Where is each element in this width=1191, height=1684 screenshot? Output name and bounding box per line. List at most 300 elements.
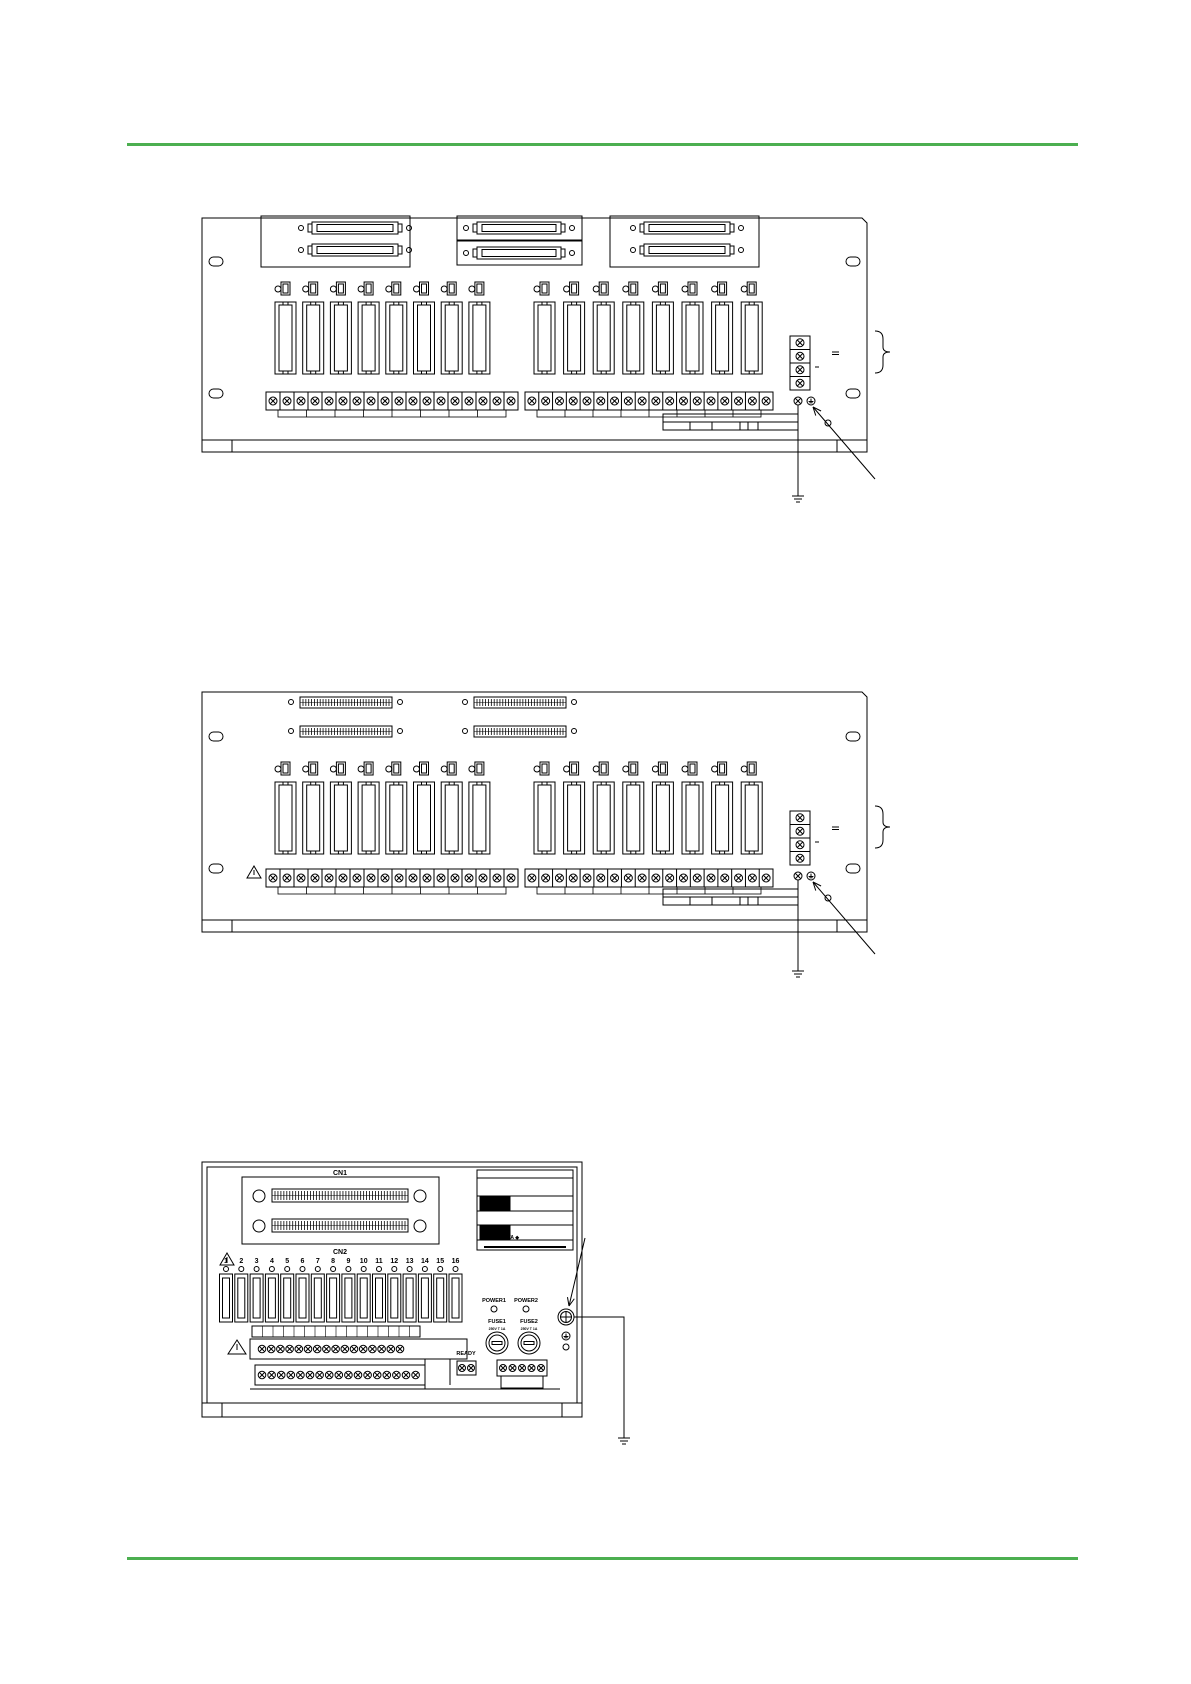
fuse-holder-icon (652, 782, 673, 854)
screw-terminal-icon (325, 397, 333, 405)
fuse-slot (741, 762, 762, 854)
indicator-led (593, 766, 599, 772)
terminal-strip (525, 869, 773, 894)
mounting-hole (463, 729, 468, 734)
channel-number: 12 (390, 1258, 399, 1265)
power-terminal-block (790, 811, 810, 865)
indicator-led (300, 1267, 305, 1272)
screw-terminal-icon (409, 874, 417, 882)
scsi-connector (299, 244, 412, 256)
fuse-slot (303, 762, 324, 854)
indicator-led (438, 1267, 443, 1272)
connector-plate-right (610, 216, 759, 267)
ribbon-connector (272, 1189, 408, 1202)
screw-terminal-icon (269, 397, 277, 405)
screw-terminal-icon (796, 352, 804, 360)
indicator-led (534, 286, 540, 292)
fuse-slot (623, 282, 644, 374)
nameplate-mark (480, 1196, 510, 1210)
screw-terminal-icon (286, 1345, 294, 1353)
indicator-led (377, 1267, 382, 1272)
connector-plate-center-top (457, 216, 582, 240)
screw-terminal-rows (250, 1326, 560, 1389)
screw-terminal-icon (393, 1371, 401, 1379)
fuse-slot (469, 762, 490, 854)
screw-terminal-icon (555, 874, 563, 882)
indicator-led (275, 286, 281, 292)
terminal-strip (266, 392, 518, 417)
indicator-led (392, 1267, 397, 1272)
screw-terminal-icon (528, 397, 536, 405)
terminal-strip (266, 869, 518, 894)
fuse-slot-row (275, 282, 762, 374)
mounting-hole (572, 700, 577, 705)
screw-terminal-icon (369, 1345, 377, 1353)
screw-terminal-icon (353, 397, 361, 405)
fuse-slot (712, 282, 733, 374)
screw-terminal-icon (381, 397, 389, 405)
fuse-slot (682, 762, 703, 854)
ribbon-connector (474, 726, 566, 737)
mounting-slot (209, 389, 223, 398)
ribbon-connector (300, 697, 392, 708)
mounting-hole (253, 1220, 265, 1232)
fuse-holder-icon (358, 782, 379, 854)
fuse-slot (330, 762, 351, 854)
screw-terminal-icon (597, 397, 605, 405)
screw-terminal-icon (325, 1371, 333, 1379)
fuse-slot (373, 1274, 386, 1322)
screw-terminal-icon (353, 874, 361, 882)
screw-terminal-icon (796, 814, 804, 822)
screw-terminal-icon (542, 397, 550, 405)
ribbon-connector (300, 726, 392, 737)
indicator-led (712, 286, 718, 292)
channel-number: 16 (451, 1258, 460, 1265)
fuse-holder-icon (296, 1274, 309, 1322)
channel-number: 15 (436, 1258, 445, 1265)
screw-terminal-icon (796, 827, 804, 835)
fuse-slot (418, 1274, 431, 1322)
fuse-holder-icon (623, 302, 644, 374)
fuse-holder-icon (534, 782, 555, 854)
screw-terminal-icon (367, 874, 375, 882)
channel-number: 13 (405, 1258, 414, 1265)
fuse-slot (652, 762, 673, 854)
fuse-holder-icon (534, 302, 555, 374)
indicator-led (682, 286, 688, 292)
indicator-led (358, 286, 364, 292)
screw-terminal-icon (277, 1371, 285, 1379)
fuse-holder-icon (434, 1274, 447, 1322)
fuse-slot (403, 1274, 416, 1322)
screw-terminal-icon (423, 397, 431, 405)
screw-terminal-icon (624, 874, 632, 882)
fuse-slot (388, 1274, 401, 1322)
screw-terminal-icon (437, 397, 445, 405)
screw-terminal-icon (509, 1365, 516, 1372)
screw-terminal-icon (359, 1345, 367, 1353)
fuse-slot (220, 1274, 233, 1322)
fuse-slot (469, 282, 490, 374)
indicator-led (303, 766, 309, 772)
screw-terminal-icon (341, 1345, 349, 1353)
protective-earth-icon (807, 872, 815, 880)
fuse-holder-icon (373, 1274, 386, 1322)
power1-label: POWER1 (482, 1298, 506, 1304)
mounting-hole (398, 700, 403, 705)
screw-terminal-icon (748, 397, 756, 405)
fuse-slot (275, 282, 296, 374)
screw-terminal-icon (283, 874, 291, 882)
screw-terminal-icon (796, 366, 804, 374)
fuse-holder-icon (652, 302, 673, 374)
fuse-slot (296, 1274, 309, 1322)
indicator-led (414, 286, 420, 292)
mounting-slot (209, 257, 223, 266)
fuse-slot (623, 762, 644, 854)
screw-terminal-icon (762, 874, 770, 882)
fuse-slot (358, 762, 379, 854)
screw-terminal-icon (693, 874, 701, 882)
screw-terminal-icon (679, 874, 687, 882)
brace (875, 331, 890, 373)
screw-terminal-icon (693, 397, 701, 405)
channel-number: 10 (359, 1258, 368, 1265)
mounting-hole (398, 729, 403, 734)
screw-terminal-icon (611, 874, 619, 882)
fuse-holder-icon (593, 782, 614, 854)
screw-terminal-icon (395, 397, 403, 405)
fuse-holder-icon (303, 782, 324, 854)
label-frame (663, 889, 798, 905)
screw-terminal-icon (666, 874, 674, 882)
screw-terminal-icon (451, 874, 459, 882)
unit-3-chassis (202, 1162, 582, 1417)
screw-terminal-icon (500, 1365, 507, 1372)
screw-terminal-icon (796, 854, 804, 862)
fuse-holder-icon (682, 302, 703, 374)
mounting-hole (463, 700, 468, 705)
fuse-holder-icon (564, 782, 585, 854)
ribbon-connector (474, 697, 566, 708)
fuse-slot (235, 1274, 248, 1322)
mounting-hole (407, 248, 412, 253)
ground-screw (558, 1309, 574, 1325)
fuse-holder-icon (712, 782, 733, 854)
mounting-slot (209, 864, 223, 873)
indicator-led (534, 766, 540, 772)
screw-terminal-icon (796, 841, 804, 849)
screw-terminal-icon (311, 397, 319, 405)
indicator-led (623, 766, 629, 772)
fuse-slot (303, 282, 324, 374)
fuse-slot (564, 282, 585, 374)
channel-number: 5 (285, 1258, 290, 1265)
fuse-slot-row (275, 762, 762, 854)
scsi-connector (299, 222, 412, 234)
screw-terminal-icon (402, 1371, 410, 1379)
fuse-holder-icon (265, 1274, 278, 1322)
ground-icon (792, 496, 804, 502)
ready-terminal (457, 1361, 476, 1375)
indicator-led (331, 1267, 336, 1272)
screw-terminal-icon (652, 874, 660, 882)
screw-terminal-icon (507, 397, 515, 405)
screw-terminal-icon (569, 397, 577, 405)
fuse-slot (311, 1274, 324, 1322)
mounting-hole (570, 251, 575, 256)
mounting-hole (299, 226, 304, 231)
protective-earth-icon (807, 397, 815, 405)
indicator-led (712, 766, 718, 772)
warning-icon (228, 1340, 246, 1354)
screw-terminal-icon (652, 397, 660, 405)
fuse-holder-icon (250, 1274, 263, 1322)
screw-terminal-row (266, 392, 773, 417)
mounting-hole (563, 1344, 569, 1350)
fuse-holder-icon (414, 302, 435, 374)
screw-terminal-icon (465, 874, 473, 882)
indicator-led (361, 1267, 366, 1272)
channel-number: 11 (375, 1258, 383, 1265)
screw-terminal-icon (339, 874, 347, 882)
screw-terminal-icon (794, 872, 802, 880)
fuse-slot (682, 282, 703, 374)
screw-terminal-icon (387, 1345, 395, 1353)
protective-earth-icon (562, 1332, 570, 1340)
screw-terminal-icon (350, 1345, 358, 1353)
screw-terminal-icon (345, 1371, 353, 1379)
fuse-slot (327, 1274, 340, 1322)
screw-terminal-icon (796, 379, 804, 387)
screw-terminal-icon (507, 874, 515, 882)
mounting-slot (846, 864, 860, 873)
fuse-slot (441, 282, 462, 374)
fuse-holder-icon (593, 302, 614, 374)
indicator-led (407, 1267, 412, 1272)
screw-terminal-icon (409, 397, 417, 405)
screw-terminal-icon (313, 1345, 321, 1353)
indicator-led (275, 766, 281, 772)
screw-terminal-icon (538, 1365, 545, 1372)
mounting-hole (464, 226, 469, 231)
indicator-led (239, 1267, 244, 1272)
power2-label: POWER2 (514, 1298, 538, 1304)
mounting-slot (209, 732, 223, 741)
fuse-holder-icon (623, 782, 644, 854)
fuse-holder-icon (358, 302, 379, 374)
screw-terminal-icon (304, 1345, 312, 1353)
fuse-slot (250, 1274, 263, 1322)
channel-number: 9 (346, 1258, 351, 1265)
fuse-holder-icon (386, 782, 407, 854)
fuse-slot (593, 282, 614, 374)
fuse-slot (534, 282, 555, 374)
channel-number: 1 (224, 1258, 228, 1265)
screw-terminal-icon (412, 1371, 420, 1379)
indicator-led (358, 766, 364, 772)
fuse-slot (652, 282, 673, 374)
screw-terminal-icon (465, 397, 473, 405)
indicator-led (623, 286, 629, 292)
fuse-slot (441, 762, 462, 854)
unit-3-foot (222, 1403, 562, 1417)
indicator-led (269, 1267, 274, 1272)
channel-number: 8 (331, 1258, 336, 1265)
screw-terminal-icon (735, 874, 743, 882)
screw-terminal-icon (339, 397, 347, 405)
screw-terminal-icon (707, 397, 715, 405)
screw-terminal-icon (762, 397, 770, 405)
mounting-hole (631, 226, 636, 231)
brand-label: YOKOGAWA ◆ (484, 1235, 520, 1241)
fuse-slot (386, 282, 407, 374)
mounting-slot (846, 389, 860, 398)
connector-plate-center-bottom (457, 241, 582, 265)
ribbon-connector (272, 1219, 408, 1232)
fuse-slot (741, 282, 762, 374)
fuse-slot (357, 1274, 370, 1322)
screw-terminal-icon (325, 874, 333, 882)
screw-terminal-icon (306, 1371, 314, 1379)
screw-terminal-icon (295, 1345, 303, 1353)
power-led (523, 1306, 529, 1312)
screw-terminal-icon (479, 397, 487, 405)
screw-terminal-icon (269, 874, 277, 882)
fuse-holder-icon (275, 302, 296, 374)
screw-terminal-icon (268, 1371, 276, 1379)
connector-bracket (242, 1177, 439, 1244)
mounting-hole (739, 248, 744, 253)
fuse-holder-icon (403, 1274, 416, 1322)
screw-terminal-icon (354, 1371, 362, 1379)
fuse-holder-icon (275, 782, 296, 854)
indicator-led (564, 766, 570, 772)
screw-terminal-icon (459, 1365, 466, 1372)
cn1-label: CN1 (332, 1170, 348, 1177)
indicator-led (441, 286, 447, 292)
indicator-led (564, 286, 570, 292)
mounting-hole (570, 226, 575, 231)
indicator-led (254, 1267, 259, 1272)
channel-number: 14 (421, 1258, 429, 1265)
screw-terminal-icon (748, 874, 756, 882)
fuse2-rating: 250V T 1A (520, 1327, 538, 1331)
leader-line (813, 407, 875, 479)
indicator-led (414, 766, 420, 772)
ground-icon (618, 1438, 630, 1444)
channel-number: 4 (269, 1258, 274, 1265)
fuse-slot-row (220, 1267, 463, 1323)
channel-number: 3 (254, 1258, 259, 1265)
fuse1-rating: 250V T 1A (488, 1327, 506, 1331)
fuse-slot (342, 1274, 355, 1322)
fuse-slot (265, 1274, 278, 1322)
fuse-holder-icon (469, 782, 490, 854)
mounting-hole (414, 1190, 426, 1202)
indicator-led (652, 766, 658, 772)
screw-terminal-icon (373, 1371, 381, 1379)
indicator-led (469, 286, 475, 292)
screw-terminal-icon (569, 874, 577, 882)
mounting-slot (846, 732, 860, 741)
indicator-led (346, 1267, 351, 1272)
scsi-connector (631, 222, 744, 234)
screw-terminal-icon (364, 1371, 372, 1379)
indicator-led (422, 1267, 427, 1272)
fuse-slot (414, 282, 435, 374)
fuse-holder-icon (441, 782, 462, 854)
power-terminal-block (790, 336, 810, 390)
screw-terminal-icon (519, 1365, 526, 1372)
screw-terminal-icon (721, 397, 729, 405)
fuse-holder-icon (388, 1274, 401, 1322)
screw-terminal-icon (297, 1371, 305, 1379)
fuse-holder-icon (418, 1274, 431, 1322)
fuse1-label: FUSE1 (488, 1319, 506, 1325)
screw-terminal-icon (311, 874, 319, 882)
screw-terminal-icon (267, 1345, 275, 1353)
screw-terminal-icon (383, 1371, 391, 1379)
screw-terminal-icon (395, 874, 403, 882)
fuse-slot (449, 1274, 462, 1322)
indicator-led (330, 766, 336, 772)
screw-terminal-icon (396, 1345, 404, 1353)
fuse-holder-icon (342, 1274, 355, 1322)
mounting-hole (289, 729, 294, 734)
fuse-slot (358, 282, 379, 374)
indicator-led (652, 286, 658, 292)
indicator-led (682, 766, 688, 772)
screw-terminal-icon (528, 1365, 535, 1372)
ground-icon (792, 971, 804, 977)
screw-terminal-row (266, 869, 773, 894)
ribbon-connectors (289, 697, 577, 737)
screw-terminal-icon (493, 397, 501, 405)
fuse-slot (712, 762, 733, 854)
unit-3-details (457, 1238, 630, 1444)
indicator-led (315, 1267, 320, 1272)
indicator-led (285, 1267, 290, 1272)
fuse-holder-icon (469, 302, 490, 374)
mounting-hole (631, 248, 636, 253)
indicator-led (224, 1267, 229, 1272)
fuse-slot (414, 762, 435, 854)
ready-label: READY (456, 1351, 476, 1357)
mounting-hole (414, 1220, 426, 1232)
screw-terminal-icon (638, 397, 646, 405)
terminal-board-unit-1 (202, 216, 890, 502)
screw-terminal-icon (468, 1365, 475, 1372)
indicator-led (453, 1267, 458, 1272)
brace (875, 806, 890, 848)
indicator-led (593, 286, 599, 292)
fuse-holder-icon (414, 782, 435, 854)
screw-terminal-icon (493, 874, 501, 882)
fuse-holder-icon (386, 302, 407, 374)
indicator-led (441, 766, 447, 772)
screw-terminal-icon (721, 874, 729, 882)
fuse-holder-icon (281, 1274, 294, 1322)
terminal-board-unit-2 (202, 692, 890, 977)
screw-terminal-icon (283, 397, 291, 405)
fuse-holder-icon (330, 302, 351, 374)
channel-number: 6 (300, 1258, 305, 1265)
leader-line (813, 882, 875, 954)
fuse-holder-icon (564, 302, 585, 374)
fuse-slot (534, 762, 555, 854)
